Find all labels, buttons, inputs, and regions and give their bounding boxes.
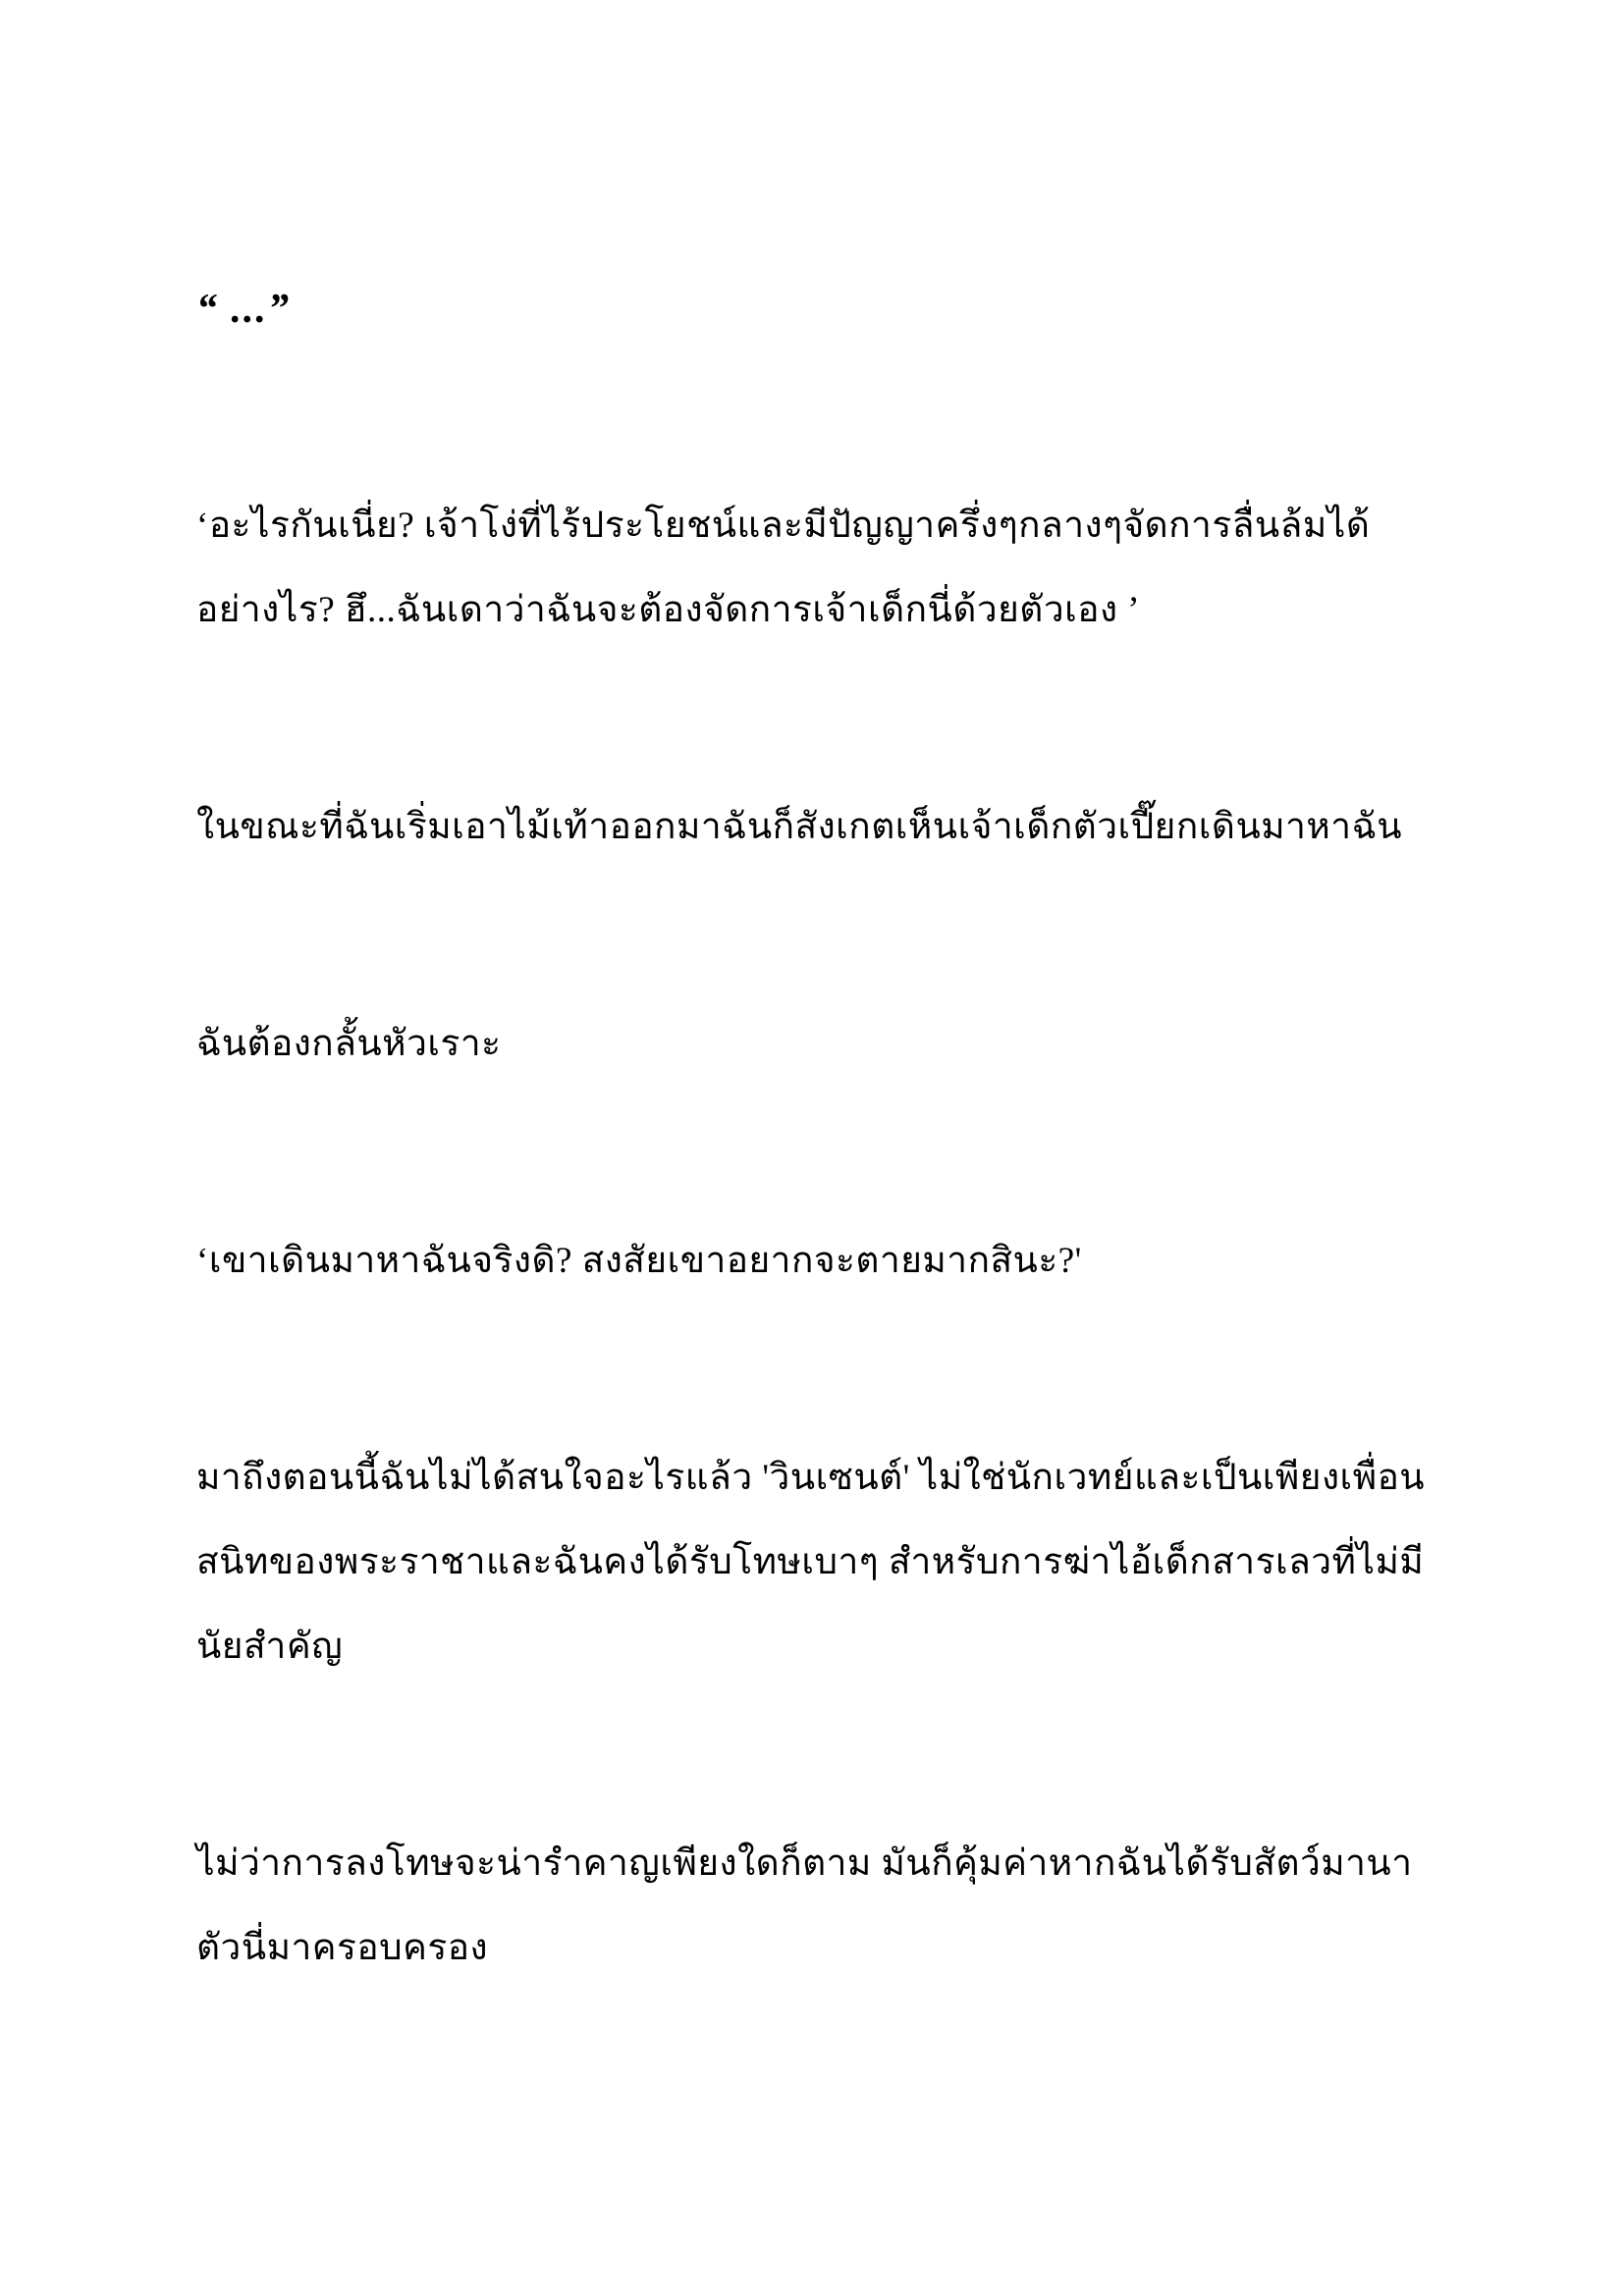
paragraph-silent-quote: “ ...” <box>196 287 291 332</box>
paragraph-inner-monologue-2: ‘เขาเดินมาหาฉันจริงดิ? สงสัยเขาอยากจะตายมากสินะ?' <box>196 1241 1082 1281</box>
paragraph-narration-2: ฉันต้องกลั้นหัวเราะ <box>196 1024 502 1064</box>
paragraph-narration-3: มาถึงตอนนี้ฉันไม่ได้สนใจอะไรแล้ว 'วินเซนต์' ไม่ใช่นักเวทย์และเป็นเพียงเพื่อนสนิทของพระราชาและฉันคงได้รับโทษเบาๆ สำหรับการฆ่าไอ้เด็กสารเลวที่ไม่มีนัยสำคัญ <box>196 1458 1426 1667</box>
paragraph-narration-4: ไม่ว่าการลงโทษจะน่ารำคาญเพียงใดก็ตาม มันก็คุ้มค่าหากฉันได้รับสัตว์มานาตัวนี่มาครอบครอง <box>196 1843 1413 1968</box>
paragraph-inner-monologue-1: ‘อะไรกันเนี่ย? เจ้าโง่ที่ไร้ประโยชน์และมีปัญญาครึ่งๆกลางๆจัดการลื่นล้มได้อย่างไร? ฮึ...ฉันเดาว่าฉันจะต้องจัดการเจ้าเด็กนี่ด้วยตัวเอง ’ <box>196 506 1371 630</box>
paragraph-narration-1: ในขณะที่ฉันเริ่มเอาไม้เท้าออกมาฉันก็สังเกตเห็นเจ้าเด็กตัวเปี๊ยกเดินมาหาฉัน <box>196 807 1403 847</box>
